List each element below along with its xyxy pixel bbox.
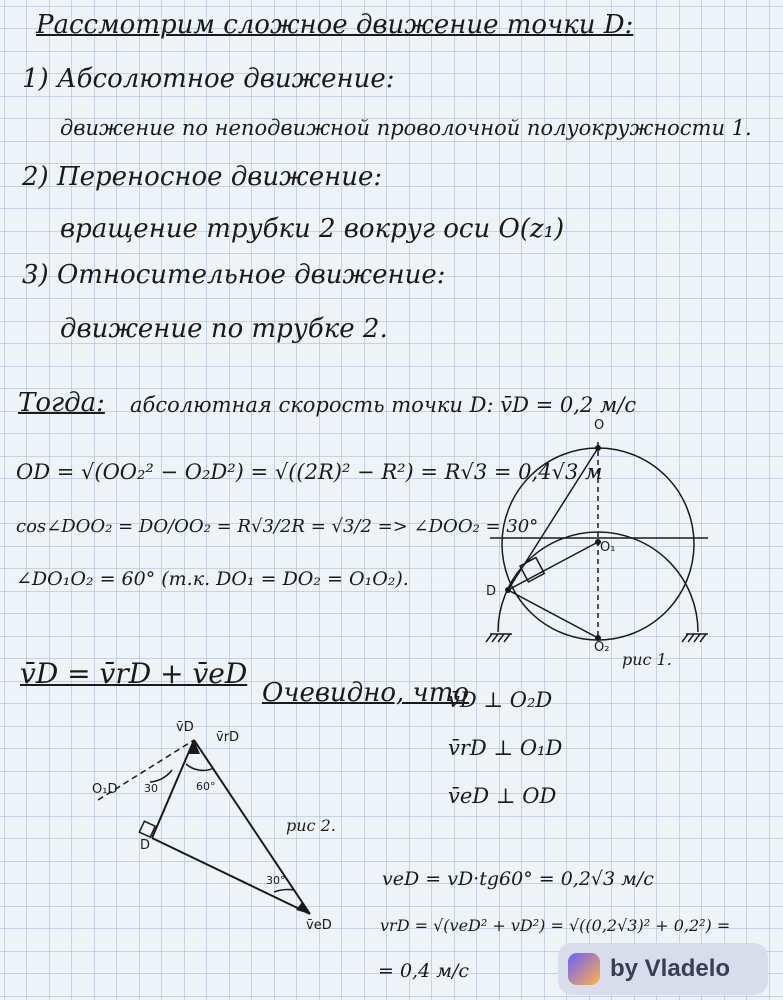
vector-veD	[152, 838, 310, 914]
fig1-label-O1: O₁	[600, 540, 616, 555]
eq-vr-result: = 0,4 м/с	[378, 960, 470, 982]
eq-ve: veD = vD·tg60° = 0,2√3 м/с	[382, 868, 654, 890]
fig2-label-O1D: O₁D	[92, 782, 118, 797]
fig2-angle-60: 60°	[196, 780, 216, 793]
fig2-label-vrD: v̄rD	[216, 730, 240, 745]
page-title: Рассмотрим сложное движение точки D:	[36, 10, 634, 40]
fig2-angle-30a: 30	[144, 782, 158, 795]
line-DO2	[508, 590, 598, 638]
perp-1: v̄D ⊥ O₂D	[448, 688, 553, 712]
watermark-badge	[558, 943, 768, 995]
vladelo-logo-icon	[568, 953, 600, 985]
perp-3: v̄eD ⊥ OD	[448, 784, 557, 808]
fig1-label-D: D	[486, 584, 497, 599]
eq-vr: vrD = √(veD² + vD²) = √((0,2√3)² + 0,2²) =	[380, 916, 731, 935]
fig2-label-veD: v̄eD	[306, 918, 332, 933]
obvious-label: Очевидно, что	[262, 678, 470, 708]
item-1-head: 1) Абсолютное движение:	[22, 64, 395, 94]
vector-equation: v̄D = v̄rD + v̄eD	[20, 657, 248, 690]
fig2-label-vD: v̄D	[176, 720, 194, 735]
fig1-label-O2: O₂	[594, 640, 610, 655]
item-3-head: 3) Относительное движение:	[22, 260, 446, 290]
item-2-body: вращение трубки 2 вокруг оси O(z₁)	[60, 214, 565, 244]
fig2-caption: рис 2.	[286, 816, 336, 835]
fig1-caption: рис 1.	[622, 650, 672, 669]
watermark-text: by Vladelo	[610, 955, 731, 982]
item-3-body: движение по трубке 2.	[60, 314, 388, 344]
figure-2	[90, 720, 350, 950]
fig1-label-O: O	[594, 418, 605, 433]
item-1-body: движение по неподвижной проволочной полуокружности 1.	[60, 116, 752, 140]
vector-vD	[152, 740, 194, 838]
right-angle-mark	[520, 558, 544, 582]
eq-od: OD = √(OO₂² − O₂D²) = √((2R)² − R²) = R√3 = 0,4√3 м	[16, 460, 603, 484]
fig2-angle-30b: 30°	[266, 874, 286, 887]
eq-cos: cos∠DOO₂ = DO/OO₂ = R√3/2R = √3/2 => ∠DOO₂ = 30°	[16, 516, 539, 537]
then-text: абсолютная скорость точки D: v̄D = 0,2 м/с	[130, 393, 637, 417]
perp-2: v̄rD ⊥ O₁D	[448, 736, 563, 760]
item-2-head: 2) Переносное движение:	[22, 162, 383, 192]
eq-angle: ∠DO₁O₂ = 60° (т.к. DO₁ = DO₂ = O₁O₂).	[16, 568, 409, 590]
then-label: Тогда:	[18, 388, 105, 418]
fig2-label-D: D	[140, 838, 151, 853]
